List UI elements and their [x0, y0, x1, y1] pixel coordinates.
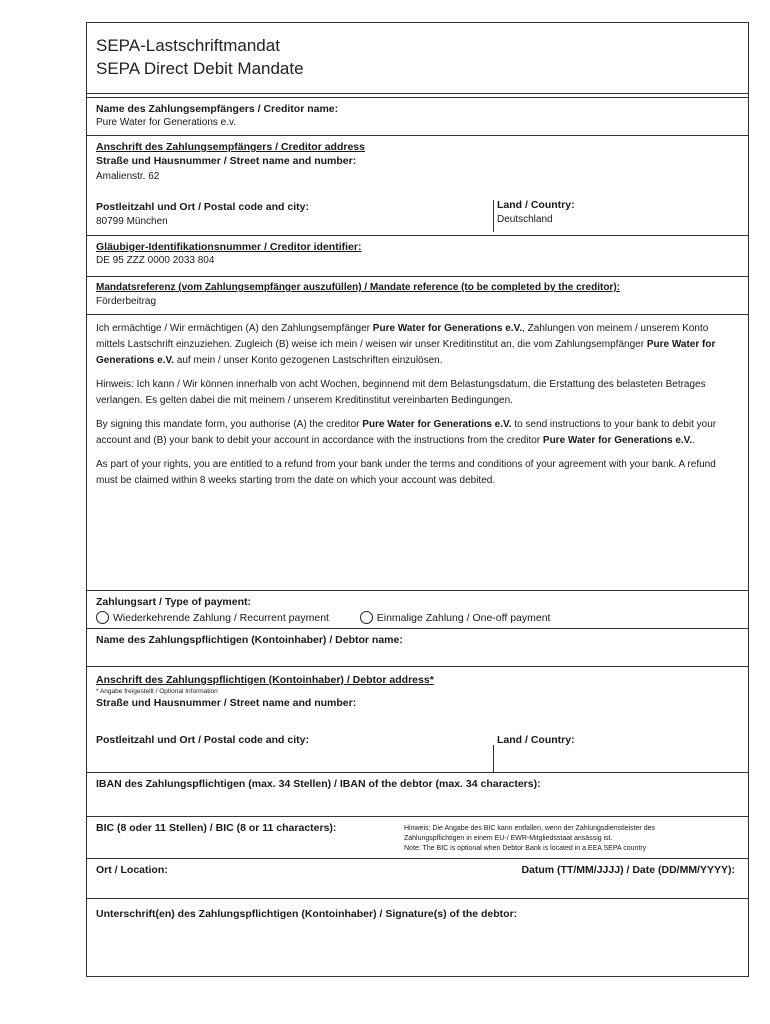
debtor-iban-label: IBAN des Zahlungspflichtigen (max. 34 Stellen) / IBAN of the debtor (max. 34 characters): [96, 778, 541, 790]
debtor-postal-label[interactable]: Postleitzahl und Ort / Postal code and city: [96, 734, 309, 746]
debtor-address-note: * Angabe freigestellt / Optional Information [96, 688, 218, 695]
payment-type-label: Zahlungsart / Type of payment: [96, 596, 251, 608]
location-label: Ort / Location: [96, 864, 168, 876]
creditor-name-label: Name des Zahlungsempfängers / Creditor name: [96, 103, 339, 115]
one-off-payment-option[interactable]: Einmalige Zahlung / One-off payment [360, 611, 551, 624]
debtor-iban-section[interactable] [86, 772, 749, 816]
creditor-country-value: Deutschland [497, 214, 553, 225]
mandate-reference-value: Förderbeitrag [96, 296, 157, 307]
one-off-payment-checkbox[interactable] [360, 611, 373, 624]
bic-note: Hinweis: Die Angabe des BIC kann entfallen, wenn der Zahlungsdienstleister des Zahlungspflichtigen in einem EU-/ EWR-Mitgliedsstaat ansässig ist. Note: The BIC is optional when Debtor Bank is located in a EEA SEPA country [404, 825, 655, 852]
debtor-address-label: Anschrift des Zahlungspflichtigen (Kontoinhaber) / Debtor address* [96, 674, 434, 686]
creditor-country-label: Land / Country: [497, 199, 575, 211]
recurrent-payment-option[interactable]: Wiederkehrende Zahlung / Recurrent payment [96, 611, 329, 624]
creditor-address-section [86, 135, 749, 232]
debtor-bic-section[interactable] [86, 816, 749, 858]
mandate-reference-label: Mandatsreferenz (vom Zahlungsempfänger auszufüllen) / Mandate reference (to be completed by the creditor): [96, 282, 620, 293]
mandate-reference-section [86, 276, 749, 314]
form-header [86, 22, 749, 94]
creditor-name-value: Pure Water for Generations e.v. [96, 117, 237, 128]
creditor-identifier-label: Gläubiger-Identifikationsnummer / Creditor identifier: [96, 241, 362, 253]
debtor-street-label[interactable]: Straße und Hausnummer / Street name and number: [96, 697, 357, 709]
title-en: SEPA Direct Debit Mandate [96, 59, 304, 78]
creditor-postal-label: Postleitzahl und Ort / Postal code and city: [96, 201, 309, 213]
debtor-bic-label: BIC (8 oder 11 Stellen) / BIC (8 or 11 characters): [96, 822, 337, 834]
debtor-name-section[interactable] [86, 628, 749, 666]
mandate-text [86, 314, 749, 590]
signature-label: Unterschrift(en) des Zahlungspflichtigen (Kontoinhaber) / Signature(s) of the debtor: [96, 908, 518, 920]
payment-type-section [86, 590, 749, 628]
mandate-text-en-2: As part of your rights, you are entitled to a refund from your bank under the terms and conditions of your agreement with your bank. A refund must be claimed within 8 weeks starting trom the date on which your account was debited. [96, 459, 716, 486]
title-de: SEPA-Lastschriftmandat [96, 36, 280, 55]
creditor-name-section [86, 97, 749, 135]
location-date-section[interactable] [86, 858, 749, 898]
creditor-country-divider [493, 200, 494, 232]
debtor-country-divider [493, 745, 494, 772]
creditor-postal-value: 80799 München [96, 216, 168, 227]
signature-section[interactable] [86, 898, 749, 977]
recurrent-payment-checkbox[interactable] [96, 611, 109, 624]
date-label: Datum (TT/MM/JJJJ) / Date (DD/MM/YYYY): [521, 864, 735, 876]
creditor-identifier-value: DE 95 ZZZ 0000 2033 804 [96, 255, 215, 266]
debtor-address-section [86, 666, 749, 772]
debtor-name-label: Name des Zahlungspflichtigen (Kontoinhaber) / Debtor name: [96, 634, 403, 646]
mandate-text-de-1: Ich ermächtige / Wir ermächtigen (A) den Zahlungsempfänger Pure Water for Generations e.V., Zahlungen von meinem / unserem Konto mittels Lastschrift einzuziehen. Zugleich (B) weise ich mein / weisen wir unser Kreditinstitut an, die vom Zahlungsempfänger Pure Water for Generations e.V. auf mein / unser Konto gezogenen Lastschriften einzulösen. [96, 323, 716, 366]
creditor-identifier-section [86, 235, 749, 273]
creditor-address-label: Anschrift des Zahlungsempfängers / Creditor address [96, 141, 365, 153]
debtor-country-label[interactable]: Land / Country: [497, 734, 575, 746]
creditor-street-label: Straße und Hausnummer / Street name and number: [96, 155, 357, 167]
creditor-street-value: Amalienstr. 62 [96, 171, 160, 182]
mandate-text-de-2: Hinweis: Ich kann / Wir können innerhalb von acht Wochen, beginnend mit dem Belastungsdatum, die Erstattung des belasteten Betrages verlangen. Es gelten dabei die mit meinem / unserem Kreditinstitut vereinbarten Bedingungen. [96, 379, 706, 406]
mandate-text-en-1: By signing this mandate form, you authorise (A) the creditor Pure Water for Generations e.V. to send instructions to your bank to debit your account and (B) your bank to debit your account in accordance with the instructions from the creditor Pure Water for Generations e.V.. [96, 419, 717, 446]
